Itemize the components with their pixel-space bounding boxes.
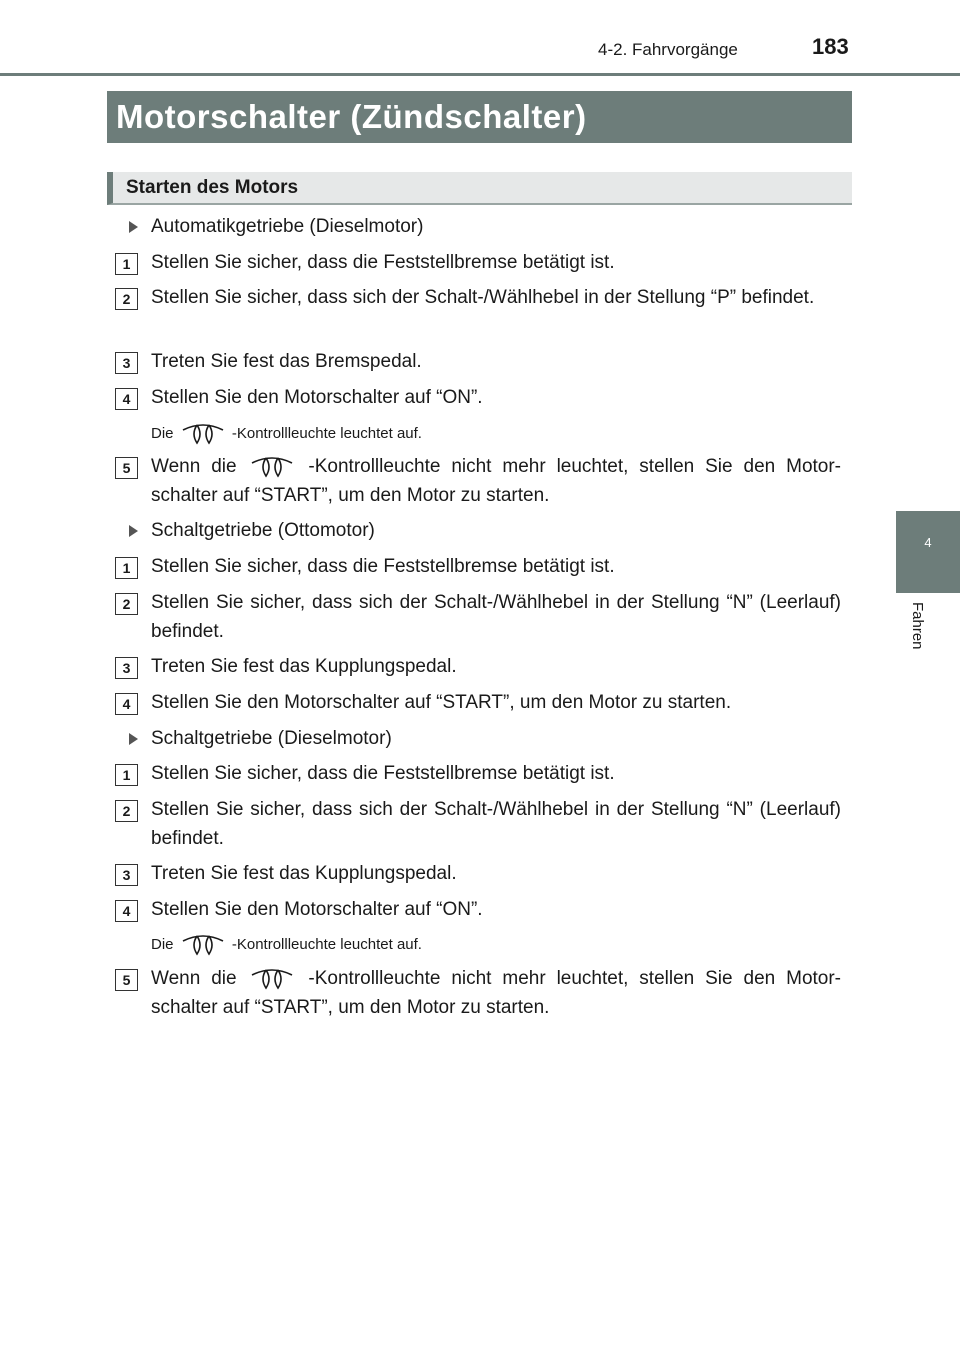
step-number: 1 bbox=[115, 253, 138, 275]
triangle-bullet-icon bbox=[129, 221, 138, 233]
step-number: 2 bbox=[115, 800, 138, 822]
glow-plug-indicator-icon bbox=[181, 932, 225, 958]
step-number: 1 bbox=[115, 557, 138, 579]
page-title: Motorschalter (Zündschalter) bbox=[116, 98, 587, 135]
step-note bbox=[151, 421, 422, 447]
triangle-bullet-icon bbox=[129, 525, 138, 537]
step-text: Stellen Sie sicher, dass sich der Schalt-/Wählhebel in der Stellung “N” (Leerlauf) befindet. bbox=[151, 799, 841, 849]
step-text: Treten Sie fest das Kupplungspedal. bbox=[151, 863, 457, 884]
step-text: Stellen Sie sicher, dass die Feststellbremse betätigt ist. bbox=[151, 252, 615, 273]
step-number: 4 bbox=[115, 900, 138, 922]
step-number: 3 bbox=[115, 864, 138, 886]
glow-plug-indicator-icon bbox=[250, 454, 294, 480]
step-text: Stellen Sie sicher, dass die Feststellbremse betätigt ist. bbox=[151, 556, 615, 577]
glow-plug-indicator-icon bbox=[250, 966, 294, 992]
step-text-after: -Kontrollleuchte nicht mehr leuchtet, stellen Sie den Motor- schalter auf “START”, um den Motor zu starten. bbox=[151, 456, 842, 506]
group-heading: Automatikgetriebe (Dieselmotor) bbox=[151, 216, 424, 237]
step-number: 3 bbox=[115, 657, 138, 679]
step-number: 2 bbox=[115, 593, 138, 615]
step-number: 3 bbox=[115, 352, 138, 374]
step-text: Treten Sie fest das Bremspedal. bbox=[151, 351, 422, 372]
page-number: 183 bbox=[812, 34, 849, 59]
step-text-before: Wenn die bbox=[151, 456, 237, 477]
step-number: 4 bbox=[115, 693, 138, 715]
step-text-before: Wenn die bbox=[151, 968, 237, 989]
note-text-after: -Kontrollleuchte leuchtet auf. bbox=[231, 935, 422, 953]
step-number: 1 bbox=[115, 764, 138, 786]
note-text-before: Die bbox=[151, 935, 174, 953]
group-heading: Schaltgetriebe (Dieselmotor) bbox=[151, 728, 392, 749]
chapter-label: Fahren bbox=[909, 602, 926, 650]
step-number: 4 bbox=[115, 388, 138, 410]
group-heading: Schaltgetriebe (Ottomotor) bbox=[151, 520, 375, 541]
step-text: Treten Sie fest das Kupplungspedal. bbox=[151, 656, 457, 677]
step-text: Stellen Sie den Motorschalter auf “START”, um den Motor zu starten. bbox=[151, 692, 732, 713]
subsection-title: Starten des Motors bbox=[126, 177, 299, 198]
step-note bbox=[151, 932, 422, 958]
step-text: Stellen Sie sicher, dass sich der Schalt-/Wählhebel in der Stellung “N” (Leerlauf) befindet. bbox=[151, 592, 841, 642]
chapter-number: 4 bbox=[924, 535, 932, 550]
step-text: Stellen Sie den Motorschalter auf “ON”. bbox=[151, 899, 483, 920]
step-text: Stellen Sie den Motorschalter auf “ON”. bbox=[151, 387, 483, 408]
note-text-after: -Kontrollleuchte leuchtet auf. bbox=[231, 424, 422, 442]
step-text: Stellen Sie sicher, dass sich der Schalt-/Wählhebel in der Stellung “P” befindet. bbox=[151, 287, 815, 308]
step-text: Stellen Sie sicher, dass die Feststellbremse betätigt ist. bbox=[151, 763, 615, 784]
step-text bbox=[151, 452, 841, 510]
glow-plug-indicator-icon bbox=[181, 421, 225, 447]
step-number: 2 bbox=[115, 288, 138, 310]
step-number: 5 bbox=[115, 457, 138, 479]
step-text bbox=[151, 964, 841, 1022]
note-text-before: Die bbox=[151, 424, 174, 442]
step-text-after: -Kontrollleuchte nicht mehr leuchtet, stellen Sie den Motor- schalter auf “START”, um den Motor zu starten. bbox=[151, 968, 842, 1018]
triangle-bullet-icon bbox=[129, 733, 138, 745]
header-section: 4-2. Fahrvorgänge bbox=[598, 40, 738, 59]
step-number: 5 bbox=[115, 969, 138, 991]
